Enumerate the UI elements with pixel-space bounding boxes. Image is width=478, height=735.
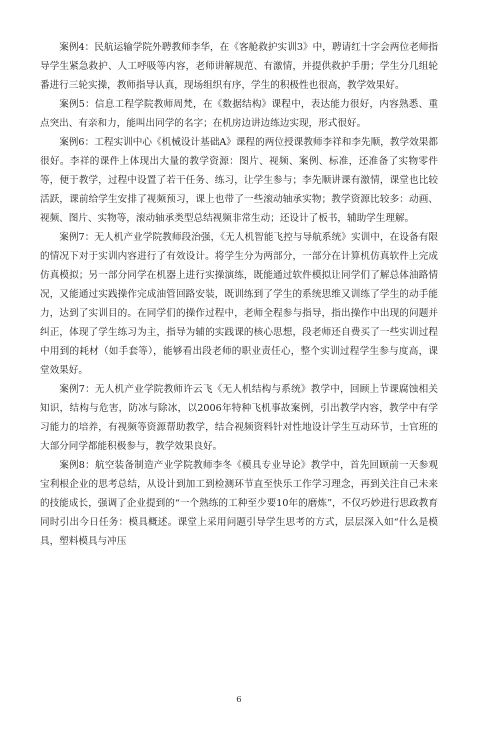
page-number: 6 [236, 695, 242, 705]
paragraph-case-4: 案例4：民航运输学院外聘教师李华，在《客舱救护实训3》中，聘请红十字会两位老师指导学生紧急救护、人工呼吸等内容，老师讲解规范、有激情，并提供救护手册；学生分几组轮番进行三轮实操，教师指导认真，现场组织有序，学生的积极性也很高，教学效果好。 [40, 42, 438, 91]
paragraph-case-5: 案例5：信息工程学院教师周梵，在《数据结构》课程中，表达能力很好，内容熟悉、重点突出、有亲和力，能叫出同学的名字；在机房边讲边练边实现，形式很好。 [40, 99, 438, 129]
body-text [40, 38, 438, 551]
paragraph-case-7-duan: 案例7：无人机产业学院教师段治强，《无人机智能飞控与导航系统》实训中，在设备有限的情况下对于实训内容进行了有效设计。将学生分为两部分，一部分在计算机仿真软件上完成仿真模拟；另一部分同学在机器上进行实操演练，既能通过软件模拟让同学们了解总体油路情况，又能通过实践操作完成油管回路安装，既训练到了学生的系统思维又训练了学生的动手能力，达到了实训目的。在同学们的操作过程中，老师全程参与指导，指出操作中出现的问题并纠正，体现了学生练习为主，指导为辅的实践课的核心思想，段老师还自费买了一些实训过程中用到的耗材（如手套等），能够看出段老师的职业责任心，整个实训过程学生参与度高，课堂效果好。 [40, 232, 438, 376]
paragraph-case-6: 案例6：工程实训中心《机械设计基础A》课程的两位授课教师李祥和李先顺，教学效果都很好。李祥的课件上体现出大量的教学资源：图片、视频、案例、标准，还准备了实物零件等，便于教学，过程中设置了若干任务、练习，让学生参与；李先顺讲课有激情，课堂也比较活跃，课前给学生安排了视频预习，课上也带了一些滚动轴承实物；教学资源比较多：动画、视频、图片、实物等，滚动轴承类型总结视频非常生动；还设计了板书，辅助学生理解。 [40, 137, 438, 224]
paragraph-case-7-xu: 案例7：无人机产业学院教师许云飞《无人机结构与系统》教学中，回顾上节课腐蚀相关知识，结构与危害，防冰与除冰，以2006年特种飞机事故案例，引出教学内容，教学中有学习能力的培养，有视频等资源帮助教学，结合视频资料针对性地设计学生互动环节，士官班的大部分同学都能积极参与，教学效果良好。 [40, 384, 438, 452]
paragraph-case-8: 案例8：航空装备制造产业学院教师李冬《模具专业导论》教学中，首先回顾前一天参观宝利根企业的思考总结，从设计到加工到检测环节直至快乐工作学习理念，再到关注自己未来的技能成长，强调了企业提到的“一个熟练的工种至少要10年的磨炼”，不仅巧妙进行思政教育同时引出今日任务：模具概述。课堂上采用问题引导学生思考的方式，层层深入如“什么是模具，塑料模具与冲压 [40, 460, 438, 547]
